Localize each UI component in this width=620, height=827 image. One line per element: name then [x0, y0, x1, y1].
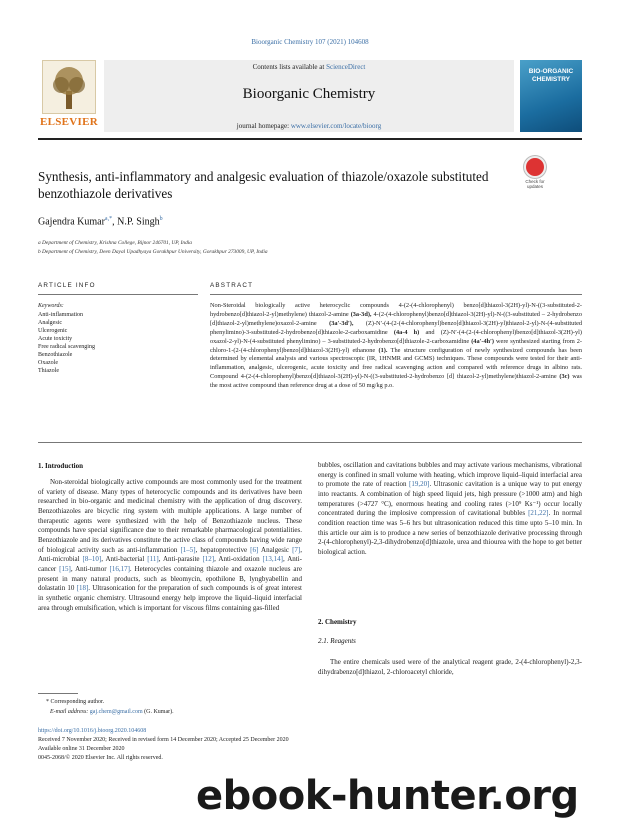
- header-rule: [38, 138, 582, 140]
- article-info-heading: ARTICLE INFO: [38, 282, 96, 289]
- compound-label: (4a′-4h′): [471, 337, 494, 345]
- section-heading: 1. Introduction: [38, 462, 83, 470]
- check-updates-icon: [524, 156, 546, 178]
- footnote-rule: [38, 693, 78, 694]
- keyword: Acute toxicity: [38, 336, 73, 342]
- homepage-prefix: journal homepage:: [236, 122, 290, 130]
- subsection-heading: 2.1. Reagents: [318, 637, 356, 645]
- copyright-line: 0045-2068/© 2020 Elsevier Inc. All rights reserved.: [38, 755, 163, 761]
- keyword: Ulcerogenic: [38, 328, 68, 334]
- citation-link[interactable]: [6]: [250, 545, 259, 554]
- keyword: Free radical scavenging: [38, 344, 95, 350]
- email-label: E-mail address:: [50, 709, 89, 715]
- contents-prefix: Contents lists available at: [252, 63, 325, 71]
- body-text: , Anti-microbial: [38, 545, 302, 564]
- divider: [38, 294, 198, 295]
- journal-name: Bioorganic Chemistry: [242, 86, 376, 102]
- contents-line: [104, 63, 514, 71]
- sciencedirect-link[interactable]: ScienceDirect: [326, 63, 366, 71]
- keywords-heading: Keywords:: [38, 303, 64, 309]
- journal-cover: [520, 60, 582, 132]
- email-link[interactable]: gaj.chem@gmail.com: [89, 709, 143, 715]
- available-online-line: Available online 31 December 2020: [38, 746, 125, 752]
- body-text: . Ultrasonication for the preparation of such compounds is of great interest in synthetic organic chemistry. Ultrasound energy help improve the liquid–liquid interfacial area through emulsification, which is important for viscous films containing gas-filled: [38, 584, 303, 612]
- keyword: Benzothiazole: [38, 352, 73, 358]
- author-affiliation-marker[interactable]: b: [159, 216, 163, 222]
- compound-label: (1).: [378, 346, 388, 354]
- cover-title: BIO-ORGANIC CHEMISTRY: [528, 68, 574, 83]
- compound-label: (3c): [559, 373, 570, 381]
- doi-link[interactable]: https://doi.org/10.1016/j.bioorg.2020.104608: [38, 728, 147, 734]
- body-text: , Anti-cancer: [38, 555, 303, 573]
- citation-link[interactable]: [7]: [292, 545, 301, 554]
- elsevier-logo: [38, 60, 100, 132]
- publisher-name: ELSEVIER: [39, 116, 99, 128]
- intro-right-column: [318, 461, 582, 558]
- abstract-span: The structure configuration of newly synthesized compounds has been determined by elemental analysis and various spectroscopic (IR, 1HNMR and GCMS) techniques. These compounds were tested for their anti-inflammation, analgesic, ulcerogenic, acute toxicity and free radical scavenging action and compared with reference drugs in albino rats. Compound 4-(2-(4-chlorophenyl)benzo[d]thiazol-3(2H)-yl)-N-((3-substituted-2-hydrobenzo [d] thiazol-2-yl)methylene)thiazol-2-amine: [210, 346, 582, 381]
- homepage-line: [104, 122, 514, 130]
- body-text: , Anti-parasite: [158, 555, 203, 564]
- reagents-paragraph: The entire chemicals used were of the analytical reagent grade, 2-(4-chlorophenyl)-2,3-dihydrabenzo[d]thiazol, 2-chloroacetyl chloride,: [318, 658, 582, 676]
- citation-link[interactable]: [21,22]: [528, 509, 549, 518]
- author-list: Gajendra Kumar$^{a,*}$, N.P. Singh$^b$: [38, 216, 163, 228]
- email-line: [50, 709, 174, 715]
- body-text: . In normal condition reaction time was 5–6 hrs but ultrasonication reduced this time upto 5–10 min. In this article our aim is to produce a new series of benzothiazole derivative processing through 2-(4-chlorophenyl)-2,3-dihydrobenzo[d]thiazole, urea and thiourea with the hope to get better biological action.: [318, 509, 582, 556]
- abstract-span: were synthesized starting from 2-chloro-1-(2-(4-chlorophenyl)benzo[d]thiazol-3(2H)-yl) ethanone: [210, 337, 582, 354]
- author-name: Gajendra Kumar: [38, 216, 105, 228]
- citation-link[interactable]: [16,17]: [109, 564, 130, 573]
- doi-line: [38, 728, 146, 734]
- keyword: Thiazole: [38, 368, 59, 374]
- citation-link[interactable]: [12]: [202, 555, 215, 564]
- affiliation: b Department of Chemistry, Deen Dayal Upadhyaya Gorakhpur University, Gorakhpur 273009, UP, India: [38, 249, 268, 255]
- email-suffix: (G. Kumar).: [144, 709, 174, 715]
- abstract-span: Non-Steroidal biologically active heterocyclic compounds 4-(2-(4-chlorophenyl) benzo[d]thiazol-3(2H)-yl)-N-((3-substituted-2-hydrobenzo[d]thiazol-2-yl)methylene) thiazol-2-amine: [210, 302, 582, 318]
- compound-label: (3a′-3d′),: [329, 319, 354, 327]
- affiliation: a Department of Chemistry, Krishna College, Bijnor 246701, UP, India: [38, 240, 192, 246]
- citation-link[interactable]: [18]: [76, 584, 89, 593]
- citation-link[interactable]: [15]: [59, 564, 71, 573]
- abstract-span: and (Z)-N′-(4-(2-(4-chlorophenyl)benzo[d]thiazol-3(2H)-yl) oxazol-2-yl)-N-(4-substituted phenylimino) – 3-substituted-2-hydrobenzo[d]thiazole-2-carboxamidine: [210, 328, 582, 345]
- keyword: Oxazole: [38, 360, 58, 366]
- keyword: Analgesic: [38, 320, 62, 326]
- check-updates-button[interactable]: [520, 156, 550, 189]
- body-text: Analgesic: [258, 545, 293, 554]
- body-text: . Heterocycles containing thiazole and oxazole nucleus are present in many natural products, such as bleomycin, epothilone B, lyngbyabellin and dolastatin 10: [38, 564, 302, 593]
- check-updates-label: Check for updates: [525, 179, 545, 189]
- citation-link[interactable]: [13,14]: [262, 555, 283, 564]
- citation-link[interactable]: [19,20]: [409, 480, 430, 489]
- abstract-text: [210, 302, 582, 391]
- body-text: bubbles, oscillation and cavitations bubbles and may activate various mechanisms, vibrational energy is confined in small volume with heating, which improve liquid–liquid interfacial area to promote the rate of reaction: [318, 461, 582, 489]
- citation-link[interactable]: [8–10]: [82, 555, 102, 564]
- intro-left-column: [38, 478, 302, 613]
- journal-reference[interactable]: Bioorganic Chemistry 107 (2021) 104608: [251, 38, 369, 46]
- author-name: N.P. Singh: [117, 216, 160, 228]
- body-text: , hepatoprotective: [195, 545, 251, 554]
- citation-link[interactable]: [1–5]: [180, 545, 196, 554]
- citation-link[interactable]: [11]: [147, 555, 159, 564]
- abstract-heading: ABSTRACT: [210, 282, 254, 289]
- divider: [38, 442, 582, 443]
- keyword: Anti-inflammation: [38, 312, 83, 318]
- corresponding-author-note: * Corresponding author.: [46, 699, 105, 705]
- body-text: , Anti-bacterial: [101, 555, 148, 564]
- body-text: Non-steroidal biologically active compounds are most commonly used for the treatment of variety of disease. Many types of heterocyclic compounds and its derivatives have been researched in bio-organic and medicinal chemistry with the application of drug discovery. Benzothiazoles are bicyclic ring system with multiple applications. A large number of therapeutic agents were synthesized with the help of Benzothiazole nucleus. These compounds have special significance due to their remarkable pharmacological potentialities. Benzothiazole and its derivatives constitute the active class of compounds having wide range of biological activity such as anti-inflammation: [38, 478, 302, 554]
- homepage-link[interactable]: www.elsevier.com/locate/bioorg: [290, 122, 382, 130]
- abstract-span: 4-(2-(4-chlorophenyl)benzo[d]thiazol-3(2H)-yl)-N-((3-substituted – 2-hydrobenzo [d]thiazol-2-yl)methylene)oxazol-2-amine: [210, 310, 583, 327]
- abstract-span: was the most active compound than reference drug at a dose of 50 mg/kg p.o.: [210, 373, 583, 390]
- body-text: , Anti-oxidation: [214, 555, 263, 564]
- body-text: , Anti-tumor: [70, 564, 110, 573]
- abstract-span: (Z)-N′-(4-(2-(4-chlorophenyl)benzo[d]thiazol-3(2H)-yl)thiazol-2-yl)-N-(4-substituted phenylimino)-3-substituted-2-hydrobenzo[d]thiazole-2-carboxamidine: [210, 319, 583, 336]
- compound-label: (4a-4 h): [393, 328, 420, 336]
- received-line: Received 7 November 2020; Received in revised form 14 December 2020; Accepted 25 December 2020: [38, 737, 289, 743]
- elsevier-tree-icon: [42, 60, 96, 114]
- body-text: . Ultrasonic cavitation is a unique way to put energy into reactants. A combination of high speed liquid jets, high pressure (>1000 atm) and high temperatures (>4727 °C), enormous heating and cooling rates (>10⁹ Ks⁻¹) occur locally concentrated during the implosive compression of cavitational bubbles: [318, 480, 583, 518]
- watermark: ebook-hunter.org: [196, 773, 579, 819]
- author-affiliation-marker[interactable]: a,*: [104, 216, 113, 222]
- divider: [210, 294, 582, 295]
- compound-label: (3a-3d),: [350, 310, 372, 318]
- article-title: Synthesis, anti-inflammatory and analgesic evaluation of thiazole/oxazole substituted benzothiazole derivatives: [38, 169, 489, 201]
- section-heading: 2. Chemistry: [318, 618, 357, 626]
